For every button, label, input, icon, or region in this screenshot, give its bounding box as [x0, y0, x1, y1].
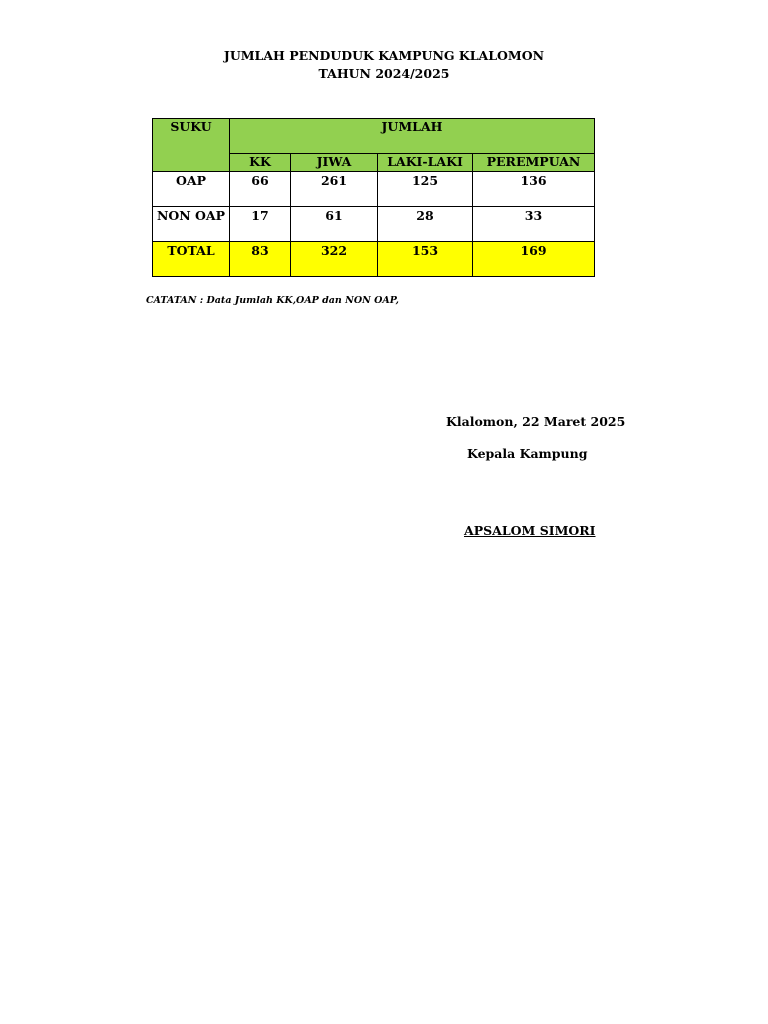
- header-jumlah: JUMLAH: [230, 119, 595, 154]
- row-oap-kk: 66: [230, 172, 291, 207]
- signature-role: Kepala Kampung: [467, 446, 588, 461]
- row-oap-laki: 125: [378, 172, 473, 207]
- document-title: JUMLAH PENDUDUK KAMPUNG KLALOMON: [223, 48, 545, 63]
- header-laki-laki: LAKI-LAKI: [378, 153, 473, 171]
- row-oap-perempuan: 136: [473, 172, 595, 207]
- total-label: TOTAL: [153, 242, 230, 277]
- total-jiwa: 322: [291, 242, 378, 277]
- row-non-oap-laki: 28: [378, 207, 473, 242]
- signature-place-date: Klalomon, 22 Maret 2025: [446, 414, 626, 429]
- total-row: [153, 242, 595, 277]
- signature-name: APSALOM SIMORI: [464, 523, 596, 538]
- header-perempuan: PEREMPUAN: [473, 153, 595, 171]
- row-non-oap-suku: NON OAP: [153, 207, 230, 242]
- note-text: CATATAN : Data Jumlah KK,OAP dan NON OAP,: [146, 295, 399, 306]
- table-row: [153, 207, 595, 242]
- header-jiwa: JIWA: [291, 153, 378, 171]
- table-row: [153, 172, 595, 207]
- row-oap-suku: OAP: [153, 172, 230, 207]
- population-table: [152, 118, 595, 277]
- row-non-oap-perempuan: 33: [473, 207, 595, 242]
- total-kk: 83: [230, 242, 291, 277]
- document-subtitle: TAHUN 2024/2025: [318, 66, 450, 81]
- header-kk: KK: [230, 153, 291, 171]
- row-non-oap-kk: 17: [230, 207, 291, 242]
- row-oap-jiwa: 261: [291, 172, 378, 207]
- row-non-oap-jiwa: 61: [291, 207, 378, 242]
- total-laki: 153: [378, 242, 473, 277]
- total-perempuan: 169: [473, 242, 595, 277]
- header-suku: SUKU: [153, 119, 230, 172]
